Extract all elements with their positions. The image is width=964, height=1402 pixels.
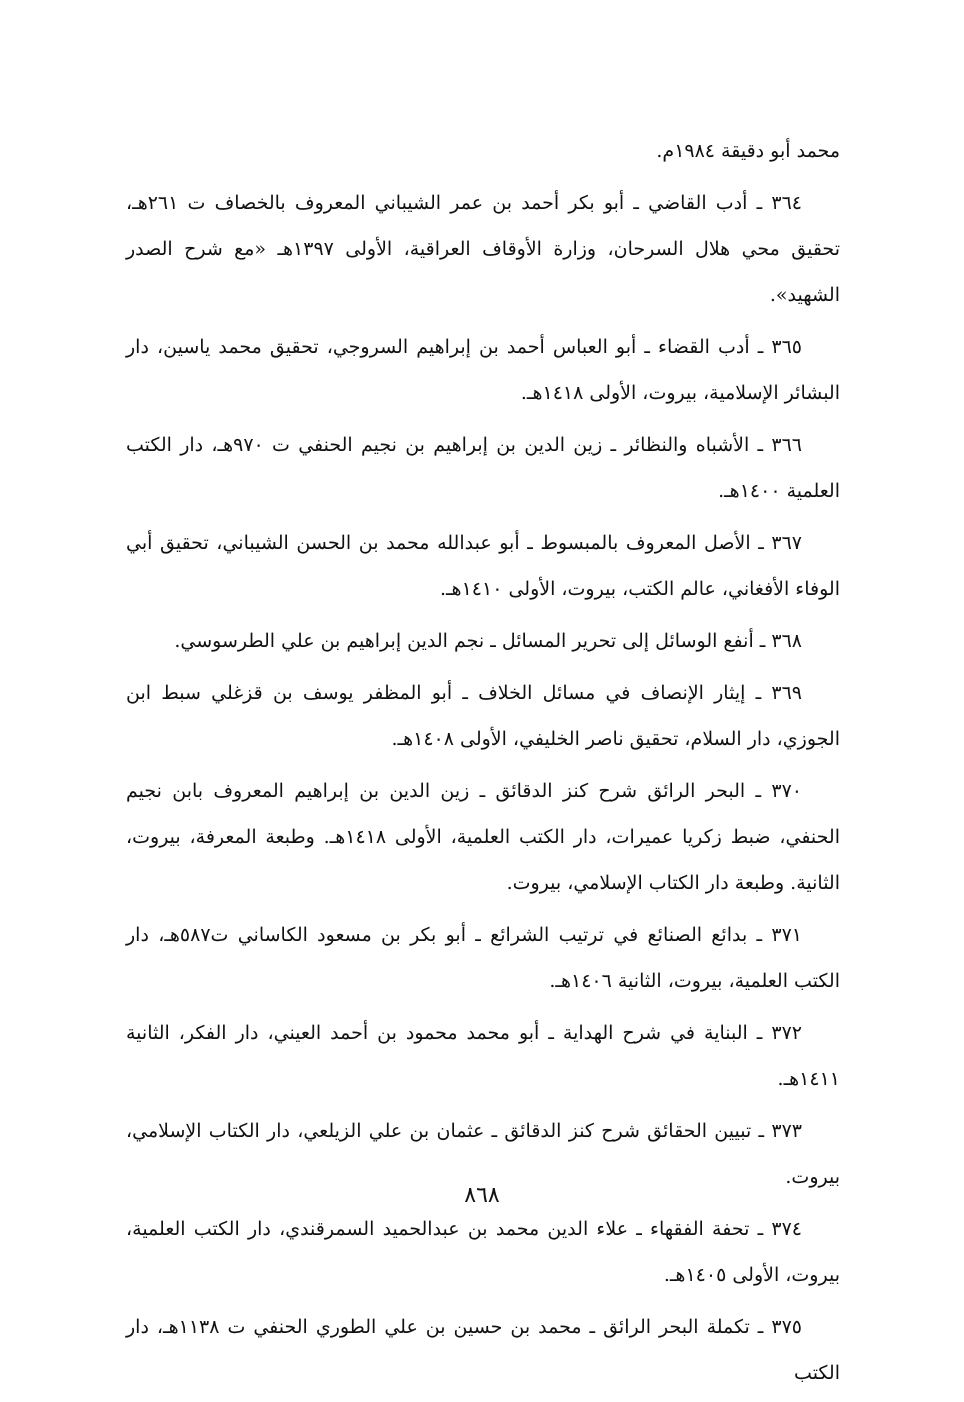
reference-entry-370: ٣٧٠ ـ البحر الرائق شرح كنز الدقائق ـ زين الدين بن إبراهيم المعروف بابن نجيم الحنفي، ضبط زكريا عميرات، دار الكتب العلمية، الأولى ١٤١٨هـ. وطبعة المعرفة، بيروت، الثانية. وطبعة دار الكتاب الإسلامي، بيروت. — [126, 780, 840, 894]
reference-entry-371: ٣٧١ ـ بدائع الصنائع في ترتيب الشرائع ـ أبو بكر بن مسعود الكاساني ت٥٨٧هـ، دار الكتب العلمية، بيروت، الثانية ١٤٠٦هـ. — [126, 924, 840, 992]
reference-entry-365: ٣٦٥ ـ أدب القضاء ـ أبو العباس أحمد بن إبراهيم السروجي، تحقيق محمد ياسين، دار البشائر الإسلامية، بيروت، الأولى ١٤١٨هـ. — [126, 336, 840, 404]
reference-entry-366: ٣٦٦ ـ الأشباه والنظائر ـ زين الدين بن إبراهيم بن نجيم الحنفي ت ٩٧٠هـ، دار الكتب العلمية ١٤٠٠هـ. — [126, 434, 840, 502]
reference-entry-368: ٣٦٨ ـ أنفع الوسائل إلى تحرير المسائل ـ نجم الدين إبراهيم بن علي الطرسوسي. — [174, 630, 802, 652]
reference-entry-373: ٣٧٣ ـ تبيين الحقائق شرح كنز الدقائق ـ عثمان بن علي الزيلعي، دار الكتاب الإسلامي، بيروت. — [126, 1120, 840, 1188]
reference-entry-364: ٣٦٤ ـ أدب القاضي ـ أبو بكر أحمد بن عمر الشيباني المعروف بالخصاف ت ٢٦١هـ، تحقيق محي هلال السرحان، وزارة الأوقاف العراقية، الأولى ١٣٩٧هـ «مع شرح الصدر الشهيد». — [126, 192, 840, 306]
page-number: ٨٦٨ — [464, 1183, 500, 1208]
reference-entry-374: ٣٧٤ ـ تحفة الفقهاء ـ علاء الدين محمد بن عبدالحميد السمرقندي، دار الكتب العلمية، بيروت، الأولى ١٤٠٥هـ. — [126, 1218, 840, 1286]
reference-entry-367: ٣٦٧ ـ الأصل المعروف بالمبسوط ـ أبو عبدالله محمد بن الحسن الشيباني، تحقيق أبي الوفاء الأفغاني، عالم الكتب، بيروت، الأولى ١٤١٠هـ. — [126, 532, 840, 600]
continuation-line: محمد أبو دقيقة ١٩٨٤م. — [656, 140, 840, 162]
reference-entry-372: ٣٧٢ ـ البناية في شرح الهداية ـ أبو محمد محمود بن أحمد العيني، دار الفكر، الثانية ١٤١١هـ. — [126, 1022, 840, 1090]
reference-entry-369: ٣٦٩ ـ إيثار الإنصاف في مسائل الخلاف ـ أبو المظفر يوسف بن قزغلي سبط ابن الجوزي، دار السلام، تحقيق ناصر الخليفي، الأولى ١٤٠٨هـ. — [126, 682, 840, 750]
reference-entry-375: ٣٧٥ ـ تكملة البحر الرائق ـ محمد بن حسين بن علي الطوري الحنفي ت ١١٣٨هـ، دار الكتب — [126, 1316, 840, 1384]
